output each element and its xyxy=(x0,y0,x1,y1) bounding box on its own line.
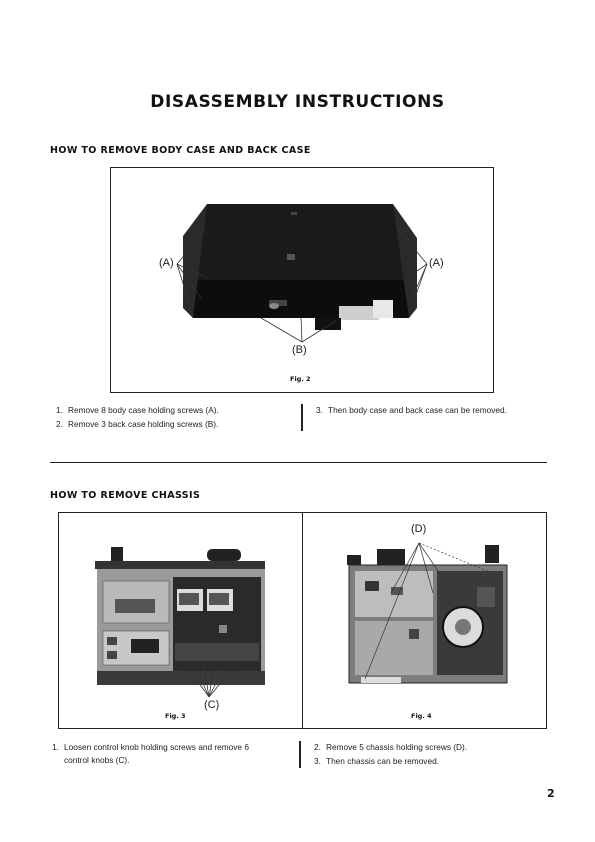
figure-divider xyxy=(302,513,303,728)
callout-c: (C) xyxy=(204,699,220,711)
section-heading-chassis: HOW TO REMOVE CHASSIS xyxy=(50,490,201,501)
section-divider xyxy=(50,462,547,463)
figure-caption: Fig. 2 xyxy=(290,375,311,383)
body-case-top xyxy=(193,204,409,280)
figure-3-4 xyxy=(58,512,547,729)
figure-caption: Fig. 3 xyxy=(165,712,186,720)
callout-a-left: (A) xyxy=(159,257,174,269)
section-heading-body-case: HOW TO REMOVE BODY CASE AND BACK CASE xyxy=(50,145,311,156)
page-number: 2 xyxy=(547,787,555,800)
step-item: 1. Remove 8 body case holding screws (A). xyxy=(56,405,219,415)
step-item: 3. Then chassis can be removed. xyxy=(314,756,439,766)
step-item-continuation: control knobs (C). xyxy=(64,755,130,765)
callout-d: (D) xyxy=(411,523,427,535)
column-divider xyxy=(299,741,301,768)
figure-4-photo xyxy=(337,537,513,697)
figure-2-photo xyxy=(111,168,493,392)
step-item: 1. Loosen control knob holding screws and remove 6 xyxy=(52,742,249,752)
figure-3-photo xyxy=(89,539,269,699)
column-divider xyxy=(301,404,303,431)
page-title: DISASSEMBLY INSTRUCTIONS xyxy=(150,92,445,112)
step-item: 2. Remove 3 back case holding screws (B). xyxy=(56,419,219,429)
callout-a-right: (A) xyxy=(429,257,444,269)
step-item: 3. Then body case and back case can be removed. xyxy=(316,405,507,415)
figure-2 xyxy=(110,167,494,393)
figure-caption: Fig. 4 xyxy=(411,712,432,720)
callout-b: (B) xyxy=(292,344,307,356)
step-item: 2. Remove 5 chassis holding screws (D). xyxy=(314,742,468,752)
